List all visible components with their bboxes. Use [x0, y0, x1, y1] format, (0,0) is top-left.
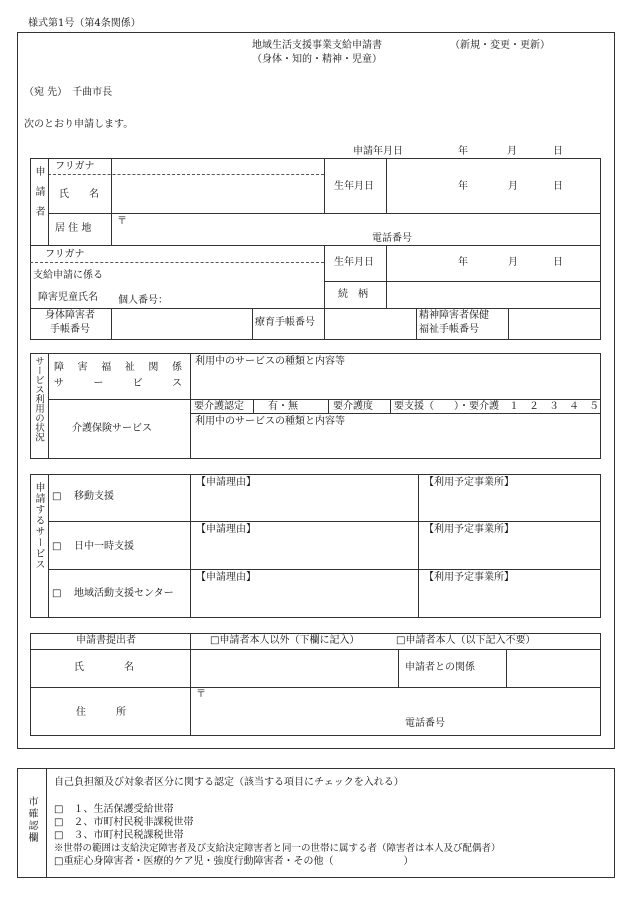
submitter-relation-label: 申請者との関係 — [405, 662, 475, 673]
care-cert-label: 要介護認定 — [194, 401, 244, 412]
care-level-label: 要介護度 — [333, 401, 373, 412]
reason-label: 【申請理由】 — [196, 572, 256, 583]
applicant-side-label: 申請者 — [33, 166, 44, 226]
personal-number-label: 個人番号： — [118, 295, 168, 306]
applicant-birth-day: 日 — [553, 181, 563, 192]
submitter-option-self[interactable]: □申請者本人（以下記入不要） — [396, 635, 536, 646]
applicant-phone-label: 電話番号 — [372, 233, 412, 244]
service-checkbox[interactable]: □ — [52, 491, 62, 502]
child-label-line1: 支給申請に係る — [33, 270, 103, 281]
submitter-postal-mark: 〒 — [196, 689, 206, 700]
service-label: 日中一時支援 — [74, 541, 134, 552]
care-support-levels: 要支援（ ）・要介護 １ ２ ３ ４ ５ — [394, 401, 599, 412]
office-label: 【利用予定事業所】 — [424, 572, 514, 583]
child-label-line2: 障害児童氏名 — [38, 292, 98, 303]
relation-label: 続 柄 — [338, 289, 368, 300]
child-birth-year: 年 — [458, 257, 468, 268]
welfare-service-desc: 利用中のサービスの種類と内容等 — [195, 356, 345, 367]
city-confirmation-side-label: 市確認欄 — [26, 796, 37, 844]
addressee: （宛 先） 千曲市長 — [24, 87, 113, 98]
child-birth-label: 生年月日 — [334, 257, 374, 268]
application-kind: （新規・変更・更新） — [450, 40, 550, 51]
ryoiku-handbook-label: 療育手帳番号 — [255, 317, 315, 328]
service-checkbox[interactable]: □ — [52, 541, 62, 552]
application-date-label: 申請年月日 — [353, 146, 403, 157]
submitter-address-label: 住 所 — [76, 707, 126, 718]
form-title: 地域生活支援事業支給申請書 — [252, 40, 382, 51]
applicant-postal-mark: 〒 — [117, 216, 127, 227]
mental-handbook-label-2: 福祉手帳番号 — [419, 324, 479, 335]
welfare-service-label-2: サ ー ビ ス — [54, 378, 182, 389]
household-note: ※世帯の範囲は支給決定障害者及び支給決定障害者と同一の世帯に属する者（障害者は本人及び配偶者） — [54, 843, 501, 854]
household-option[interactable]: □ １、生活保護受給世帯 — [54, 804, 174, 815]
welfare-service-label: 障 害 福 祉 関 係 — [54, 362, 182, 373]
household-option[interactable]: □ ２、市町村民税非課税世帯 — [54, 817, 194, 828]
form-number: 様式第1号（第4条関係） — [28, 18, 141, 29]
child-birth-day: 日 — [553, 257, 563, 268]
mental-handbook-label: 精神障害者保健 — [419, 310, 489, 321]
applicant-birth-label: 生年月日 — [334, 181, 374, 192]
office-label: 【利用予定事業所】 — [424, 524, 514, 535]
submitter-option-other[interactable]: □申請者本人以外（下欄に記入） — [210, 635, 360, 646]
submitter-phone-label: 電話番号 — [405, 718, 445, 729]
physical-handbook-label: 身体障害者 — [45, 310, 95, 321]
applicant-birth-month: 月 — [508, 181, 518, 192]
service-label: 地域活動支援センター — [74, 588, 174, 599]
special-category-option[interactable]: □重症心身障害者・医療的ケア児・強度行動障害者・その他（ ） — [54, 856, 414, 867]
reason-label: 【申請理由】 — [196, 477, 256, 488]
care-service-desc: 利用中のサービスの種類と内容等 — [195, 416, 345, 427]
applicant-address-label: 居 住 地 — [55, 223, 92, 234]
service-status-side-label: サービス利用の状況 — [33, 356, 44, 442]
reason-label: 【申請理由】 — [196, 524, 256, 535]
child-birth-month: 月 — [508, 257, 518, 268]
intro-text: 次のとおり申請します。 — [24, 119, 134, 130]
service-label: 移動支援 — [74, 491, 114, 502]
city-confirmation-heading: 自己負担額及び対象者区分に関する認定（該当する項目にチェックを入れる） — [54, 777, 404, 788]
submitter-header: 申請書提出者 — [76, 635, 136, 646]
care-yesno: 有・無 — [268, 401, 298, 412]
office-label: 【利用予定事業所】 — [424, 477, 514, 488]
applicant-furigana-label: フリガナ — [55, 161, 95, 172]
application-date-month: 月 — [507, 146, 517, 157]
application-date-year: 年 — [458, 146, 468, 157]
application-date-day: 日 — [553, 146, 563, 157]
household-option[interactable]: □ ３、市町村民税課税世帯 — [54, 830, 184, 841]
service-checkbox[interactable]: □ — [52, 588, 62, 599]
physical-handbook-label-2: 手帳番号 — [50, 324, 90, 335]
care-insurance-label: 介護保険サービス — [72, 423, 152, 434]
applicant-birth-year: 年 — [458, 181, 468, 192]
requested-services-side-label: 申請するサービス — [33, 482, 44, 570]
applicant-name-label: 氏 名 — [59, 189, 99, 200]
child-furigana-label: フリガナ — [45, 249, 85, 260]
form-subtitle: （身体・知的・精神・児童） — [252, 54, 382, 65]
submitter-name-label: 氏 名 — [74, 662, 134, 673]
